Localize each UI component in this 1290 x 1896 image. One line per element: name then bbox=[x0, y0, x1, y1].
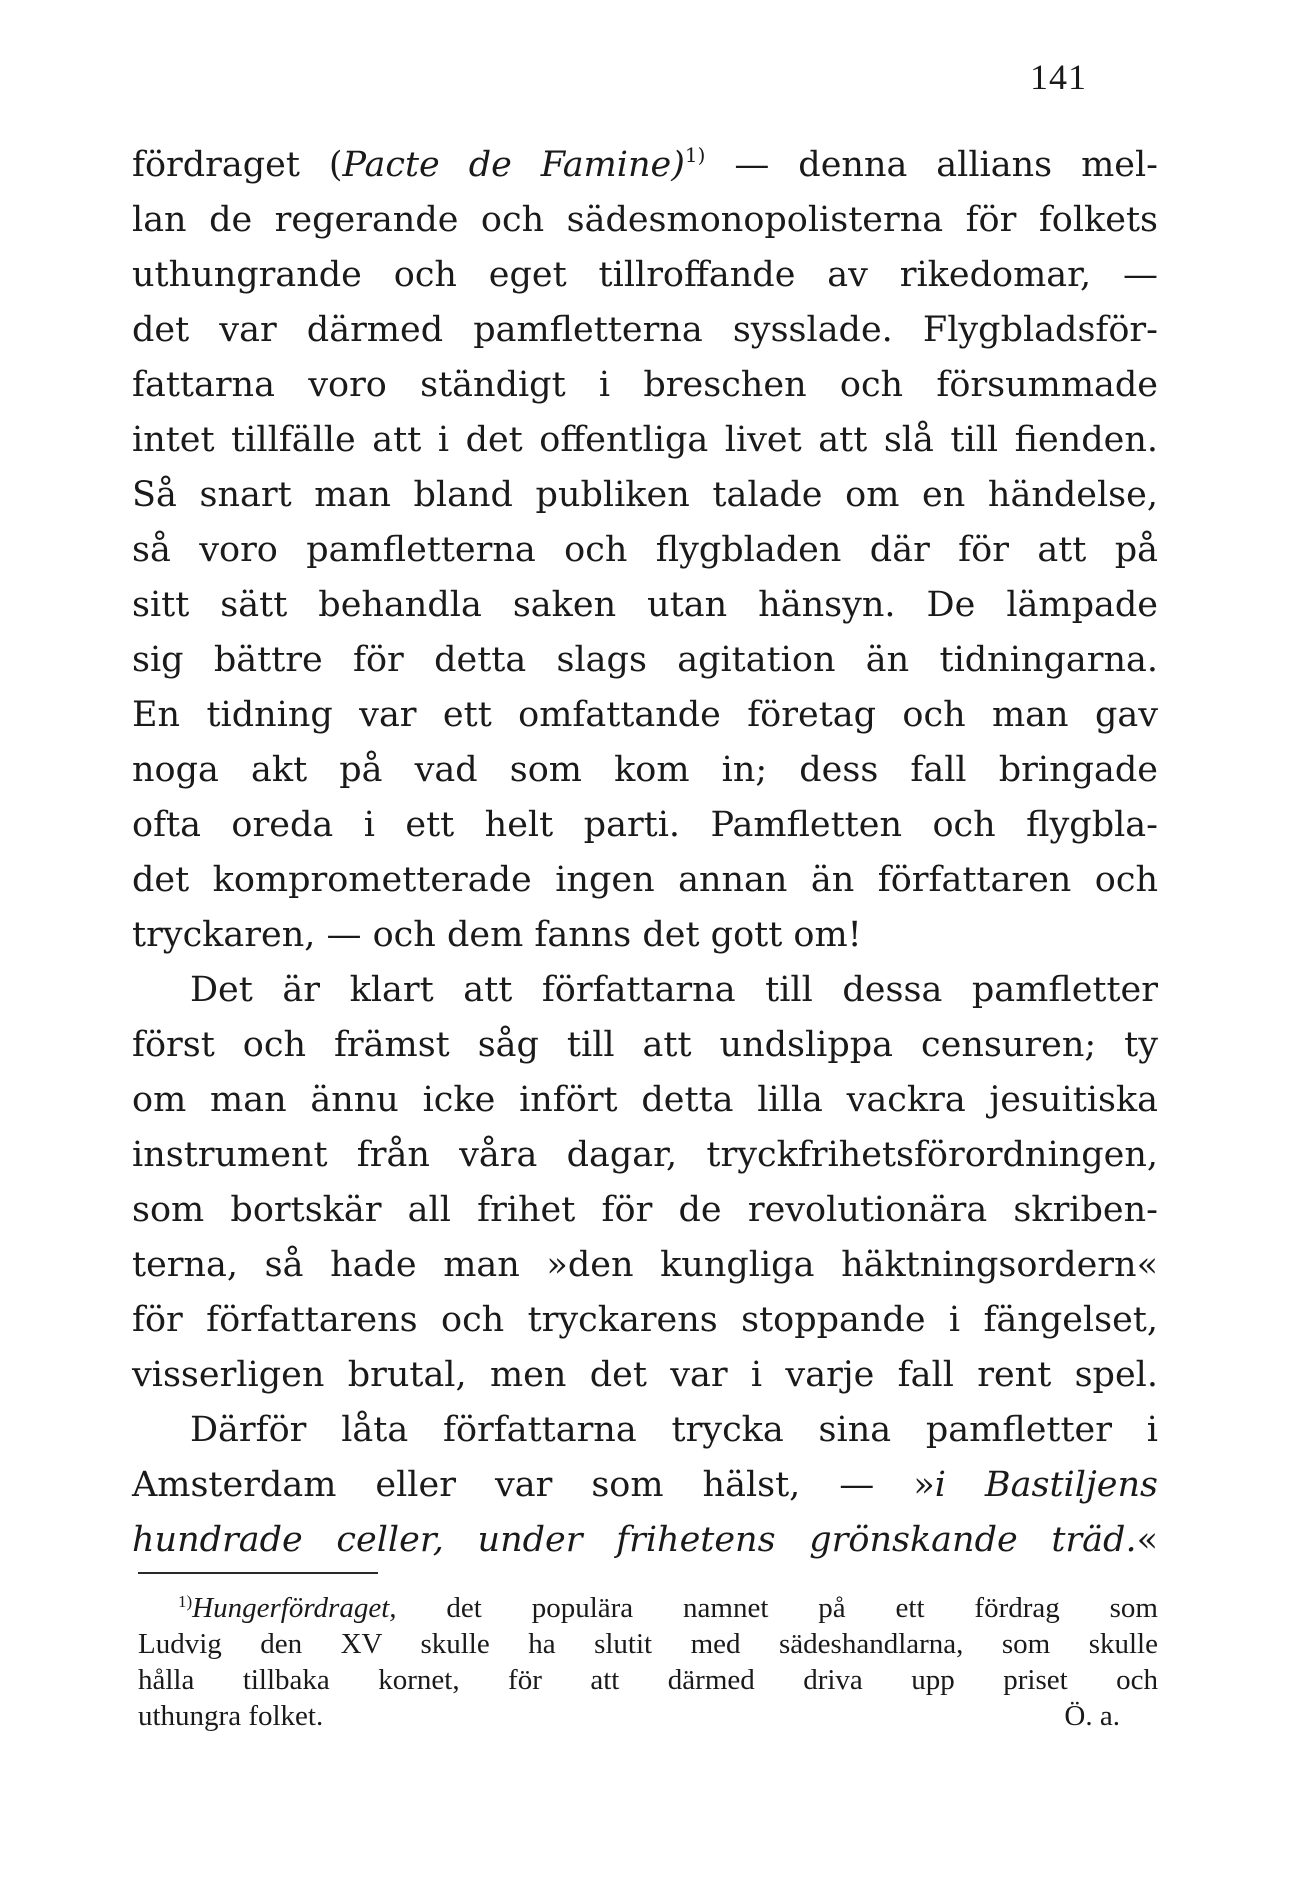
text-line: tryckaren, — och dem fanns det gott om! bbox=[132, 915, 862, 955]
text-line: om man ännu icke infört detta lilla vackra jesuitiska bbox=[132, 1080, 1158, 1120]
text-line: instrument från våra dagar, tryckfrihetsförordningen, bbox=[132, 1135, 1158, 1175]
text-line: först och främst såg till att undslippa censuren; ty bbox=[132, 1025, 1158, 1065]
text-span: fördraget ( bbox=[132, 145, 343, 185]
text-line: noga akt på vad som kom in; dess fall bringade bbox=[132, 750, 1158, 790]
text-line: visserligen brutal, men det var i varje fall rent spel. bbox=[132, 1355, 1158, 1395]
italic-quote: hundrade celler, under frihetens grönskande träd. bbox=[132, 1520, 1137, 1560]
text-line: hålla tillbaka kornet, för att därmed driva upp priset och bbox=[138, 1664, 1158, 1696]
paragraph-2 bbox=[132, 963, 1158, 1403]
text-line: lan de regerande och sädesmonopolisterna för folkets bbox=[132, 200, 1158, 240]
italic-quote: i Bastiljens bbox=[934, 1465, 1159, 1505]
paragraph-3 bbox=[132, 1403, 1158, 1568]
paragraph-1 bbox=[132, 138, 1158, 963]
text-line: Ludvig den XV skulle ha slutit med sädeshandlarna, som skulle bbox=[138, 1628, 1158, 1660]
footnote-divider bbox=[138, 1572, 378, 1574]
text-line: så voro pamfletterna och flygbladen där för att på bbox=[132, 530, 1158, 570]
text-line bbox=[132, 1513, 1158, 1568]
text-line: sig bättre för detta slags agitation än tidningarna. bbox=[132, 640, 1158, 680]
text-line: sitt sätt behandla saken utan hänsyn. De lämpade bbox=[132, 585, 1158, 625]
footnote bbox=[138, 1590, 1158, 1734]
text-line: Så snart man bland publiken talade om en händelse, bbox=[132, 475, 1158, 515]
text-line bbox=[138, 1590, 1158, 1626]
italic-title: Pacte de Famine) bbox=[342, 145, 685, 185]
text-span: det populära namnet på ett fördrag som bbox=[396, 1592, 1158, 1624]
footnote-signature: Ö. a. bbox=[1064, 1700, 1120, 1732]
text-line: uthungrande och eget tillroffande av rikedomar, — bbox=[132, 255, 1158, 295]
text-span: « bbox=[1136, 1520, 1158, 1560]
text-line: ofta oreda i ett helt parti. Pamfletten och flygbla- bbox=[132, 805, 1158, 845]
text-line: intet tillfälle att i det offentliga livet att slå till fienden. bbox=[132, 420, 1158, 460]
text-line: terna, så hade man »den kungliga häktningsordern« bbox=[132, 1245, 1158, 1285]
text-line bbox=[132, 138, 1158, 193]
body-text bbox=[132, 138, 1158, 1568]
text-line bbox=[138, 1698, 1158, 1734]
italic-term: Hungerfördraget, bbox=[192, 1592, 397, 1624]
text-line: det komprometterade ingen annan än författaren och bbox=[132, 860, 1158, 900]
text-span: Amsterdam eller var som hälst, — » bbox=[132, 1465, 935, 1505]
text-span: — denna allians mel- bbox=[705, 145, 1158, 185]
page-number: 141 bbox=[1030, 57, 1087, 97]
footnote-marker: 1) bbox=[684, 143, 706, 167]
footnote-marker: 1) bbox=[178, 1592, 193, 1611]
text-line: som bortskär all frihet för de revolutionära skriben- bbox=[132, 1190, 1158, 1230]
text-line: fattarna voro ständigt i breschen och försummade bbox=[132, 365, 1158, 405]
text-line: för författarens och tryckarens stoppande i fängelset, bbox=[132, 1300, 1158, 1340]
text-span: uthungra folket. bbox=[138, 1700, 324, 1732]
text-line: det var därmed pamfletterna sysslade. Flygbladsför- bbox=[132, 310, 1158, 350]
text-line: Därför låta författarna trycka sina pamfletter i bbox=[190, 1410, 1158, 1450]
text-line: En tidning var ett omfattande företag och man gav bbox=[132, 695, 1158, 735]
text-line bbox=[132, 1458, 1158, 1513]
text-line: Det är klart att författarna till dessa pamfletter bbox=[190, 970, 1158, 1010]
